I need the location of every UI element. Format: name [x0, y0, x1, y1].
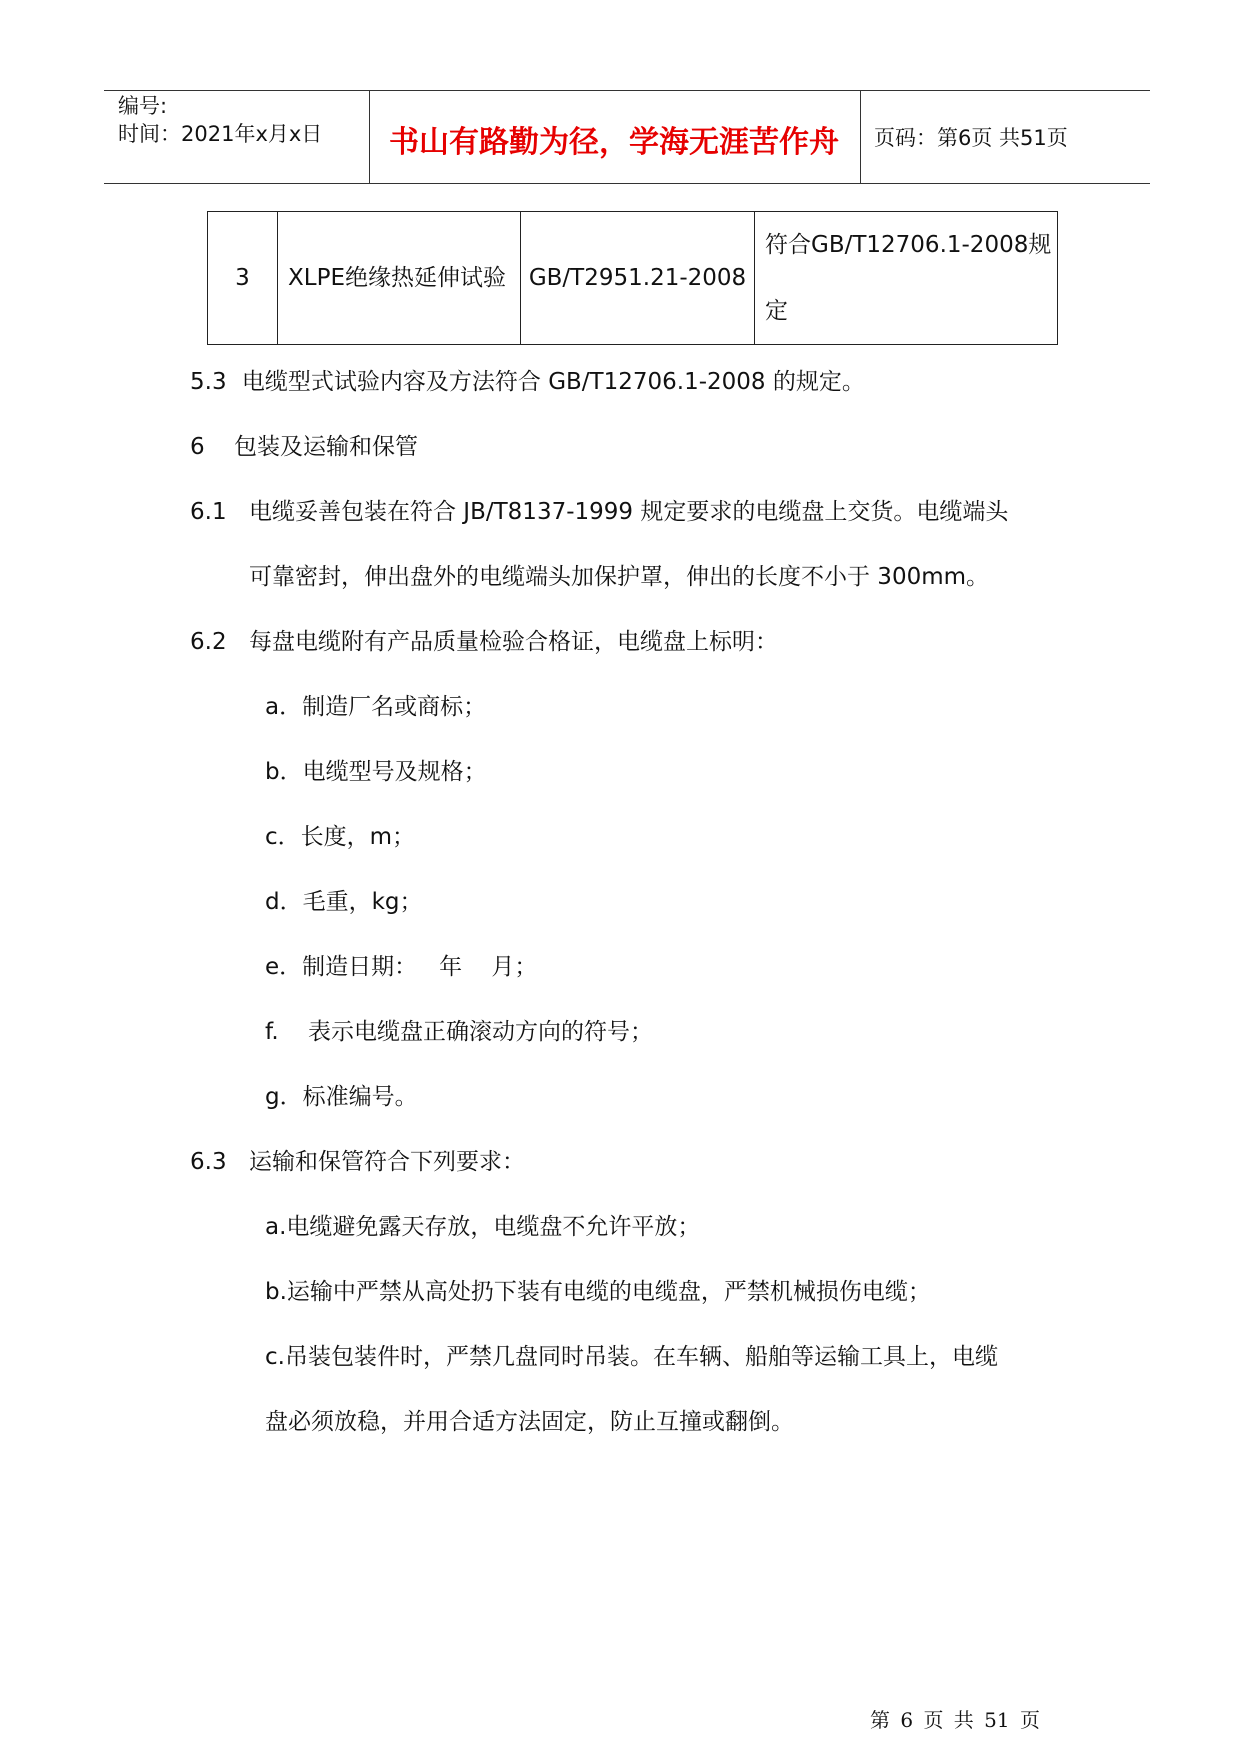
list-item: a．制造厂名或商标；	[265, 694, 487, 720]
header-top-rule	[104, 90, 1150, 91]
footer-page-number: 第 6 页 共 51 页	[870, 1708, 1040, 1732]
list-item: e．制造日期： 年 月；	[265, 954, 538, 980]
header-bottom-rule	[104, 183, 1150, 184]
section-text: 每盘电缆附有产品质量检验合格证，电缆盘上标明：	[249, 629, 778, 655]
row-requirement: 符合GB/T12706.1-2008规定	[755, 212, 1058, 345]
section-number: 6.1	[190, 499, 227, 525]
list-item: a.电缆避免露天存放，电缆盘不允许平放；	[265, 1214, 701, 1240]
section-text: 包装及运输和保管	[233, 434, 418, 460]
section-6-2	[190, 627, 778, 657]
row-index: 3	[208, 212, 278, 345]
section-number: 6.3	[190, 1149, 227, 1175]
header-motto: 书山有路勤为径，学海无涯苦作舟	[389, 125, 839, 160]
list-item: c．长度，m；	[265, 824, 416, 850]
section-number: 6.2	[190, 629, 227, 655]
list-item: b．电缆型号及规格；	[265, 759, 487, 785]
header-divider-right	[860, 90, 861, 184]
section-text: 电缆型式试验内容及方法符合 GB/T12706.1-2008 的规定。	[241, 369, 865, 395]
section-text: 电缆妥善包装在符合 JB/T8137-1999 规定要求的电缆盘上交货。电缆端头	[249, 499, 1009, 525]
list-item: b.运输中严禁从高处扔下装有电缆的电缆盘，严禁机械损伤电缆；	[265, 1279, 931, 1305]
header-page-label: 页码：第6页 共51页	[874, 126, 1068, 150]
section-6-1-cont: 可靠密封，伸出盘外的电缆端头加保护罩，伸出的长度不小于 300mm。	[249, 564, 990, 590]
table-row	[208, 212, 1058, 345]
list-item: g．标准编号。	[265, 1084, 418, 1110]
header-number-label: 编号:	[118, 94, 168, 118]
list-item-cont: 盘必须放稳，并用合适方法固定，防止互撞或翻倒。	[265, 1409, 794, 1435]
section-number: 6	[190, 434, 205, 460]
header-date-label: 时间：2021年x月x日	[118, 122, 323, 146]
row-item: XLPE绝缘热延伸试验	[278, 212, 521, 345]
section-text: 运输和保管符合下列要求：	[249, 1149, 525, 1175]
section-number: 5.3	[190, 369, 227, 395]
section-6-3	[190, 1147, 525, 1177]
section-6	[190, 432, 418, 462]
section-5-3	[190, 367, 865, 397]
section-6-1	[190, 497, 1008, 527]
test-table	[207, 211, 1058, 345]
row-method: GB/T2951.21-2008	[521, 212, 755, 345]
list-item: d．毛重，kg；	[265, 889, 423, 915]
list-item: c.吊装包装件时，严禁几盘同时吊装。在车辆、船舶等运输工具上，电缆	[265, 1344, 998, 1370]
list-item: f. 表示电缆盘正确滚动方向的符号；	[265, 1019, 653, 1045]
